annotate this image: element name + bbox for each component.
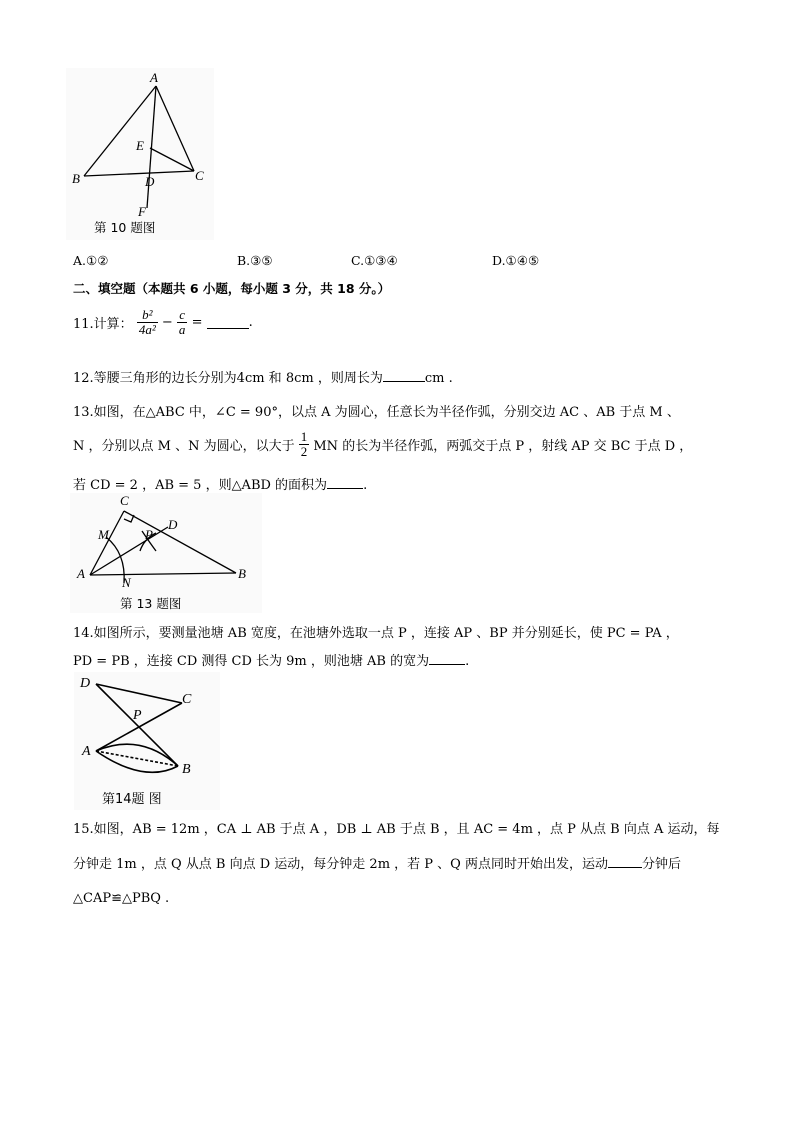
q12-text-1: 12.等腰三角形的边长分别为4cm 和 8cm ，则周长为 <box>73 371 383 386</box>
fig14-label-b: B <box>182 762 191 777</box>
fig13-label-d: D <box>168 517 178 532</box>
fig10-label-c: C <box>195 168 204 183</box>
figure-14 <box>74 672 220 810</box>
fig13-label-m: M <box>98 527 109 542</box>
q14-answer-blank[interactable] <box>429 652 465 665</box>
q11-fraction-2 <box>177 308 188 337</box>
q13-line2-a: N ，分别以点 M 、N 为圆心，以大于 <box>73 439 295 454</box>
question-15-line-3: △CAP≌△PBQ . <box>73 891 170 906</box>
figure-10 <box>66 68 214 240</box>
option-d: D.①④⑤ <box>492 253 540 268</box>
q11-fraction-1 <box>137 308 158 337</box>
option-a: A.①② <box>73 253 109 268</box>
fig13-label-b: B <box>238 566 246 581</box>
q11-den1: 4a² <box>138 322 156 337</box>
fig10-label-b: B <box>72 171 80 186</box>
q15-line2-a: 分钟走 1m ，点 Q 从点 B 向点 D 运动，每分钟走 2m ，若 P 、Q 两点同时开始出发，运动 <box>73 857 608 872</box>
q12-text-2: cm . <box>424 371 453 386</box>
fig13-label-c: C <box>120 493 129 508</box>
fig10-label-f: F <box>138 204 146 219</box>
q13-frac-den: 2 <box>300 444 308 459</box>
fig13-label-p: P <box>145 527 153 542</box>
q15-answer-blank[interactable] <box>608 855 642 868</box>
question-13-line-3 <box>73 474 367 493</box>
fig14-label-p: P <box>133 708 142 723</box>
question-13-line-2 <box>73 430 692 466</box>
q14-line2-a: PD = PB ，连接 CD 测得 CD 长为 9m ，则池塘 AB 的宽为 <box>73 654 430 669</box>
q15-line2-b: 分钟后 <box>641 857 681 872</box>
fig14-label-c: C <box>182 692 192 707</box>
question-12 <box>73 367 453 386</box>
section-2-title: 二、填空题（本题共 6 小题，每小题 3 分，共 18 分。） <box>73 281 391 296</box>
fig14-caption: 第14题 图 <box>102 792 162 807</box>
q12-answer-blank[interactable] <box>383 369 425 382</box>
q11-num2: c <box>177 308 188 323</box>
q11-equals: = <box>191 315 203 330</box>
fig10-label-e: E <box>136 138 144 153</box>
q13-line3-b: . <box>363 478 368 493</box>
q13-line3-a: 若 CD = 2 ，AB = 5 ，则△ABD 的面积为 <box>73 478 328 493</box>
q11-prefix: 11.计算： <box>73 317 133 332</box>
fig13-label-a: A <box>77 566 85 581</box>
q13-frac-num: 1 <box>300 429 308 444</box>
fig14-label-d: D <box>80 676 91 691</box>
question-14-line-1: 14.如图所示，要测量池塘 AB 宽度，在池塘外选取一点 P ，连接 AP 、BP 并分别延长，使 PC = PA ， <box>73 626 679 641</box>
q11-num1: b² <box>137 308 158 323</box>
question-11 <box>73 308 253 348</box>
q11-answer-blank[interactable] <box>207 316 249 329</box>
q11-den2: a <box>178 322 186 337</box>
q13-line2-b: MN 的长为半径作弧，两弧交于点 P ，射线 AP 交 BC 于点 D ， <box>313 439 693 454</box>
fig10-caption: 第 10 题图 <box>94 220 156 235</box>
fig14-label-a: A <box>82 744 91 759</box>
q11-end: . <box>248 315 253 330</box>
fig13-label-n: N <box>122 575 131 590</box>
question-15-line-1: 15.如图，AB = 12m ，CA ⊥ AB 于点 A ，DB ⊥ AB 于点 B ，且 AC = 4m ，点 P 从点 B 向点 A 运动，每 <box>73 822 720 837</box>
fig13-caption: 第 13 题图 <box>120 596 182 611</box>
option-b: B.③⑤ <box>237 253 273 268</box>
question-13-line-1: 13.如图，在△ABC 中，∠C = 90°，以点 A 为圆心，任意长为半径作弧，分别交边 AC 、AB 于点 M 、 <box>73 405 680 420</box>
q11-minus: − <box>161 315 173 330</box>
figure-13 <box>70 493 262 613</box>
question-15-line-2 <box>73 853 681 872</box>
q13-answer-blank[interactable] <box>327 476 363 489</box>
fig10-label-d: D <box>145 174 155 189</box>
option-c: C.①③④ <box>351 253 398 268</box>
fig10-label-a: A <box>150 70 158 85</box>
question-14-line-2 <box>73 650 469 669</box>
q13-fraction <box>299 430 310 459</box>
q14-line2-b: . <box>465 654 470 669</box>
